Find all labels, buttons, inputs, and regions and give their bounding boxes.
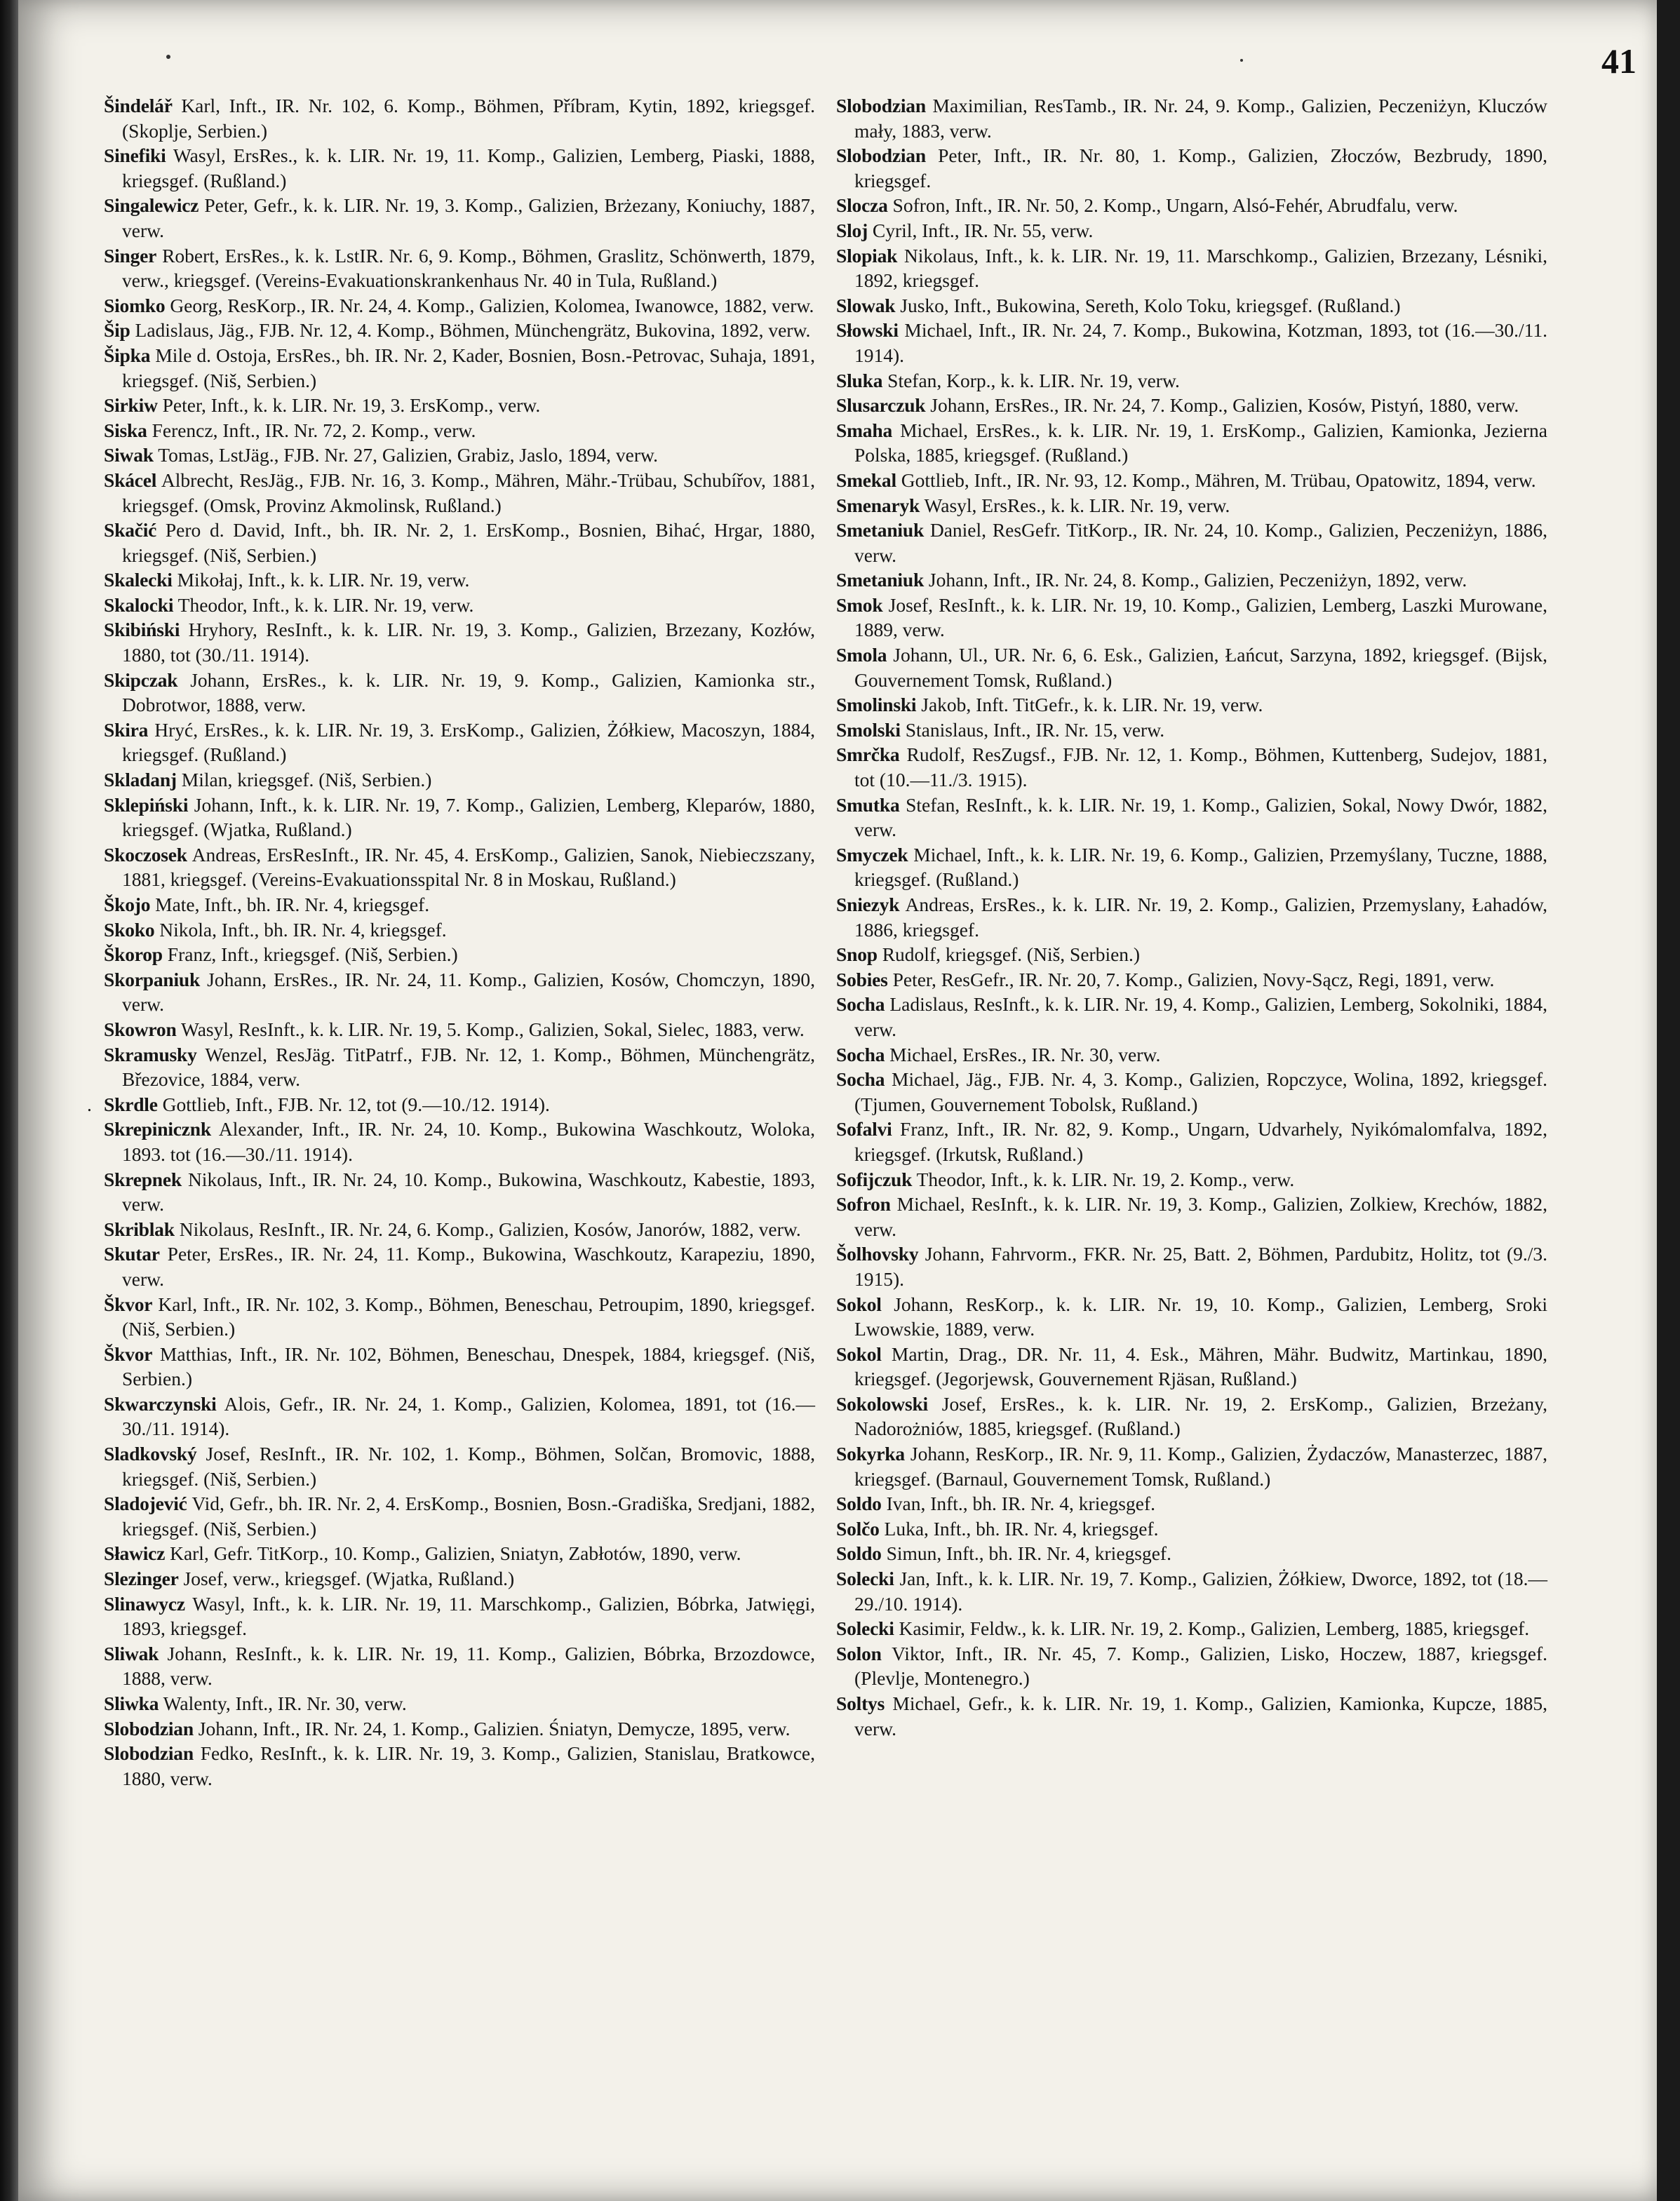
register-entry [104, 1541, 815, 1566]
register-entry [104, 892, 815, 917]
entry-details: Ladislaus, Jäg., FJB. Nr. 12, 4. Komp., Böhmen, Münchengrätz, Bukovina, 1892, verw. [130, 319, 811, 342]
register-entry [836, 1491, 1547, 1516]
entry-surname: Sliwka [104, 1692, 159, 1714]
register-entry [836, 318, 1547, 368]
entry-surname: Šip [104, 319, 130, 342]
entry-surname: Sniezyk [836, 894, 900, 915]
entry-details: Vid, Gefr., bh. IR. Nr. 2, 4. ErsKomp., Bosnien, Bosn.-Gradiška, Sredjani, 1882, kriegsgef. (Niš, Serbien.) [122, 1493, 815, 1540]
register-entry [104, 1691, 815, 1716]
register-entry [836, 642, 1547, 692]
entry-details: Stefan, ResInft., k. k. LIR. Nr. 19, 1. Komp., Galizien, Sokal, Nowy Dwór, 1882, verw. [854, 793, 1547, 841]
register-entry [104, 967, 815, 1017]
entry-details: Gottlieb, Inft., IR. Nr. 93, 12. Komp., Mähren, M. Trübau, Opatowitz, 1894, verw. [896, 469, 1536, 491]
entry-details: Josef, verw., kriegsgef. (Wjatka, Rußland.) [178, 1568, 515, 1590]
entry-details: Stefan, Korp., k. k. LIR. Nr. 19, verw. [882, 369, 1180, 391]
entry-details: Peter, Inft., IR. Nr. 80, 1. Komp., Galizien, Złoczów, Bezbrudy, 1890, kriegsgef. [854, 144, 1547, 191]
entry-surname: Snop [836, 943, 878, 966]
register-entry [836, 892, 1547, 942]
entry-details: Wasyl, ResInft., k. k. LIR. Nr. 19, 5. Komp., Galizien, Sokal, Sielec, 1883, verw. [176, 1018, 805, 1040]
entry-surname: Siska [104, 419, 147, 441]
entry-details: Michael, ErsRes., IR. Nr. 30, verw. [885, 1043, 1161, 1065]
entry-surname: Smolinski [836, 694, 917, 716]
register-entry [104, 1042, 815, 1092]
entry-surname: Skowron [104, 1018, 177, 1040]
entry-details: Ivan, Inft., bh. IR. Nr. 4, kriegsgef. [881, 1493, 1155, 1515]
entry-surname: Singalewicz [104, 194, 199, 217]
entry-details: Andreas, ErsResInft., IR. Nr. 45, 4. ErsKomp., Galizien, Sanok, Niebieczszany, 1881, kriegsgef. (Vereins-Evakuationsspital Nr. 8 in Moskau, Rußland.) [122, 843, 815, 891]
entry-surname: Škojo [104, 894, 151, 915]
entry-surname: Slowak [836, 294, 896, 316]
entry-surname: Sladojević [104, 1493, 187, 1515]
register-entry [104, 1342, 815, 1392]
entry-details: Theodor, Inft., k. k. LIR. Nr. 19, verw. [173, 593, 474, 616]
register-entry [836, 218, 1547, 243]
entry-details: Mikołaj, Inft., k. k. LIR. Nr. 19, verw. [172, 569, 470, 591]
entry-surname: Sokol [836, 1293, 882, 1315]
entry-surname: Škvor [104, 1342, 153, 1365]
register-entry [836, 992, 1547, 1042]
entry-surname: Siomko [104, 294, 166, 316]
entry-details: Viktor, Inft., IR. Nr. 45, 7. Komp., Galizien, Lisko, Hoczew, 1887, kriegsgef. (Plevlje, Montenegro.) [854, 1642, 1547, 1690]
entry-surname: Sokol [836, 1342, 882, 1365]
entry-details: Johann, ErsRes., IR. Nr. 24, 11. Komp., Galizien, Kosów, Chomczyn, 1890, verw. [122, 968, 815, 1016]
ink-speck [1240, 59, 1243, 62]
register-entry [836, 967, 1547, 992]
register-entry [104, 793, 815, 842]
entry-details: Peter, ErsRes., IR. Nr. 24, 11. Komp., Bukowina, Waschkoutz, Karapeziu, 1890, verw. [122, 1243, 815, 1290]
register-entry [104, 443, 815, 468]
entry-details: Ladislaus, ResInft., k. k. LIR. Nr. 19, 4. Komp., Galizien, Lemberg, Sokolniki, 1884, verw. [854, 993, 1547, 1040]
entry-details: Tomas, LstJäg., FJB. Nr. 27, Galizien, Grabiz, Jaslo, 1894, verw. [153, 444, 658, 466]
entry-surname: Slocza [836, 194, 888, 217]
register-entry [836, 418, 1547, 468]
entry-details: Sofron, Inft., IR. Nr. 50, 2. Komp., Ungarn, Alsó-Fehér, Abrudfalu, verw. [887, 194, 1458, 217]
right-column [836, 93, 1547, 1741]
entry-details: Luka, Inft., bh. IR. Nr. 4, kriegsgef. [879, 1517, 1159, 1540]
entry-surname: Sławicz [104, 1542, 166, 1565]
entry-surname: Šipka [104, 344, 151, 366]
entry-surname: Sofijczuk [836, 1168, 913, 1190]
register-entry [104, 1566, 815, 1591]
entry-details: Michael, Inft., IR. Nr. 24, 7. Komp., Bukowina, Kotzman, 1893, tot (16.—30./11. 1914). [854, 319, 1547, 366]
entry-surname: Skrdle [104, 1093, 158, 1115]
register-entry [104, 1292, 815, 1342]
entry-details: Michael, ResInft., k. k. LIR. Nr. 19, 3. Komp., Galizien, Zolkiew, Krechów, 1882, verw. [854, 1193, 1547, 1240]
entry-surname: Solecki [836, 1568, 894, 1590]
entry-details: Rudolf, ResZugsf., FJB. Nr. 12, 1. Komp., Böhmen, Kuttenberg, Sudejov, 1881, tot (10.—11./3. 1915). [854, 743, 1547, 791]
register-entry [836, 1516, 1547, 1542]
entry-details: Theodor, Inft., k. k. LIR. Nr. 19, 2. Komp., verw. [912, 1168, 1295, 1190]
entry-surname: Sokyrka [836, 1443, 905, 1465]
entry-details: Gottlieb, Inft., FJB. Nr. 12, tot (9.—10./12. 1914). [157, 1093, 550, 1115]
entry-surname: Šindelář [104, 95, 173, 116]
register-entry [104, 917, 815, 943]
register-entry [104, 293, 815, 318]
entry-surname: Skrepinicznk [104, 1118, 211, 1140]
register-entry [104, 343, 815, 393]
margin-mark: . [87, 1093, 92, 1115]
entry-details: Jusko, Inft., Bukowina, Sereth, Kolo Toku, kriegsgef. (Rußland.) [895, 294, 1401, 316]
register-entry [104, 1241, 815, 1291]
entry-details: Franz, Inft., kriegsgef. (Niš, Serbien.) [162, 943, 458, 966]
entry-surname: Sinefiki [104, 144, 166, 167]
entry-details: Johann, Inft., IR. Nr. 24, 1. Komp., Galizien. Śniatyn, Demycze, 1895, verw. [193, 1717, 791, 1739]
register-entry [836, 293, 1547, 318]
entry-surname: Škvor [104, 1293, 153, 1315]
register-entry [104, 1017, 815, 1042]
register-entry [836, 1192, 1547, 1241]
register-entry [104, 93, 815, 143]
register-entry [836, 692, 1547, 718]
entry-surname: Skácel [104, 469, 157, 491]
entry-surname: Solecki [836, 1617, 894, 1640]
register-entry [836, 93, 1547, 143]
entry-details: Jakob, Inft. TitGefr., k. k. LIR. Nr. 19, verw. [916, 694, 1263, 716]
entry-surname: Sklepiński [104, 793, 189, 816]
entry-details: Milan, kriegsgef. (Niš, Serbien.) [176, 769, 432, 791]
register-entry [836, 193, 1547, 218]
entry-details: Johann, ResKorp., k. k. LIR. Nr. 19, 10. Komp., Galizien, Lemberg, Sroki Lwowskie, 1889, verw. [854, 1293, 1547, 1340]
register-entry [836, 593, 1547, 642]
register-entry [104, 1392, 815, 1441]
register-entry [836, 1292, 1547, 1342]
entry-details: Ferencz, Inft., IR. Nr. 72, 2. Komp., verw. [147, 419, 476, 441]
entry-surname: Smola [836, 644, 887, 666]
entry-details: Michael, Inft., k. k. LIR. Nr. 19, 6. Komp., Galizien, Przemyślany, Tuczne, 1888, kriegsgef. (Rußland.) [854, 843, 1547, 891]
entry-details: Wenzel, ResJäg. TitPatrf., FJB. Nr. 12, 1. Komp., Böhmen, Münchengrätz, Březovice, 1884, verw. [122, 1043, 815, 1091]
entry-surname: Škorop [104, 943, 163, 966]
entry-details: Josef, ResInft., k. k. LIR. Nr. 19, 10. Komp., Galizien, Lemberg, Laszki Murowane, 1889, verw. [854, 593, 1547, 641]
entry-surname: Soldo [836, 1542, 882, 1565]
entry-surname: Sofalvi [836, 1118, 892, 1140]
entry-details: Johann, ErsRes., k. k. LIR. Nr. 19, 9. Komp., Galizien, Kamionka str., Dobrotwor, 1888, verw. [122, 668, 815, 716]
entry-surname: Smekal [836, 469, 896, 491]
entry-details: Karl, Gefr. TitKorp., 10. Komp., Galizien, Sniatyn, Zabłotów, 1890, verw. [165, 1542, 741, 1565]
register-entry [836, 368, 1547, 393]
entry-surname: Skutar [104, 1243, 160, 1265]
register-entry [836, 1241, 1547, 1291]
entry-surname: Skačić [104, 519, 157, 541]
register-entry [836, 1167, 1547, 1192]
entry-details: Peter, ResGefr., IR. Nr. 20, 7. Komp., Galizien, Novy-Sącz, Regi, 1891, verw. [887, 968, 1495, 990]
entry-details: Johann, ResKorp., IR. Nr. 9, 11. Komp., Galizien, Żydaczów, Manasterzec, 1887, kriegsgef. (Barnaul, Gouvernement Tomsk, Rußland.) [854, 1443, 1547, 1490]
entry-details: Nikola, Inft., bh. IR. Nr. 4, kriegsgef. [154, 918, 447, 941]
entry-surname: Soldo [836, 1493, 882, 1515]
entry-details: Fedko, ResInft., k. k. LIR. Nr. 19, 3. Komp., Galizien, Stanislau, Bratkowce, 1880, verw. [122, 1742, 815, 1789]
register-entry [836, 243, 1547, 293]
register-entry [104, 518, 815, 567]
entry-details: Albrecht, ResJäg., FJB. Nr. 16, 3. Komp., Mähren, Mähr.-Trübau, Schubířov, 1881, kriegsgef. (Omsk, Provinz Akmolinsk, Rußland.) [122, 469, 815, 516]
entry-details: Jan, Inft., k. k. LIR. Nr. 19, 7. Komp., Galizien, Żółkiew, Dworce, 1892, tot (18.—29./10. 1914). [854, 1568, 1547, 1615]
register-entry [104, 593, 815, 618]
entry-details: Mate, Inft., bh. IR. Nr. 4, kriegsgef. [150, 894, 430, 915]
entry-details: Wasyl, ErsRes., k. k. LIR. Nr. 19, verw. [920, 494, 1230, 516]
entry-surname: Sloj [836, 219, 868, 241]
entry-details: Johann, ResInft., k. k. LIR. Nr. 19, 11. Komp., Galizien, Bóbrka, Brzozdowce, 1888, verw. [122, 1642, 815, 1690]
register-entry [104, 718, 815, 767]
register-entry [836, 567, 1547, 593]
entry-details: Hryhory, ResInft., k. k. LIR. Nr. 19, 3. Komp., Galizien, Brzezany, Kozłów, 1880, tot (30./11. 1914). [122, 619, 815, 666]
entry-details: Robert, ErsRes., k. k. LstIR. Nr. 6, 9. Komp., Böhmen, Graslitz, Schönwerth, 1879, verw., kriegsgef. (Vereins-Evakuationskrankenhaus Nr. 40 in Tula, Rußland.) [122, 244, 815, 292]
entry-details: Stanislaus, Inft., IR. Nr. 15, verw. [900, 718, 1165, 741]
entry-surname: Smaha [836, 419, 892, 441]
register-entry [836, 493, 1547, 518]
entry-surname: Skriblak [104, 1218, 175, 1240]
entry-surname: Socha [836, 1043, 885, 1065]
entry-surname: Smolski [836, 718, 901, 741]
register-entry [104, 1716, 815, 1742]
register-entry [836, 1691, 1547, 1741]
entry-surname: Słowski [836, 319, 899, 342]
entry-surname: Sirkiw [104, 394, 158, 417]
register-entry [836, 718, 1547, 743]
entry-surname: Sokolowski [836, 1392, 928, 1415]
entry-surname: Slobodzian [836, 144, 926, 167]
entry-details: Peter, Inft., k. k. LIR. Nr. 19, 3. ErsKomp., verw. [157, 394, 541, 417]
entry-details: Wasyl, ErsRes., k. k. LIR. Nr. 19, 11. Komp., Galizien, Lemberg, Piaski, 1888, kriegsgef. (Rußland.) [122, 144, 815, 191]
entry-details: Matthias, Inft., IR. Nr. 102, Böhmen, Beneschau, Dnespek, 1884, kriegsgef. (Niš, Serbien.) [122, 1342, 815, 1390]
register-entry [836, 742, 1547, 792]
register-entry [836, 842, 1547, 892]
entry-surname: Skramusky [104, 1043, 197, 1065]
register-entry [104, 1167, 815, 1217]
entry-surname: Smrčka [836, 743, 900, 766]
entry-details: Michael, Jäg., FJB. Nr. 4, 3. Komp., Galizien, Ropczyce, Wolina, 1892, kriegsgef. (Tjumen, Gouvernement Tobolsk, Rußland.) [854, 1068, 1547, 1115]
register-entry [836, 1042, 1547, 1068]
entry-details: Josef, ResInft., IR. Nr. 102, 1. Komp., Böhmen, Solčan, Bromovic, 1888, kriegsgef. (Niš, Serbien.) [122, 1443, 815, 1490]
register-entry [104, 243, 815, 293]
register-entry [836, 143, 1547, 193]
entry-details: Andreas, ErsRes., k. k. LIR. Nr. 19, 2. Komp., Galizien, Przemyslany, Łahadów, 1886, kriegsgef. [854, 894, 1547, 941]
entry-details: Simun, Inft., bh. IR. Nr. 4, kriegsgef. [881, 1542, 1171, 1565]
entry-surname: Skalocki [104, 593, 174, 616]
register-entry [836, 468, 1547, 493]
entry-surname: Singer [104, 244, 157, 267]
entry-surname: Slusarczuk [836, 394, 926, 417]
entry-surname: Sluka [836, 369, 883, 391]
register-entry [836, 1067, 1547, 1117]
entry-surname: Skira [104, 718, 149, 741]
entry-surname: Slopiak [836, 244, 898, 267]
register-entry [104, 1591, 815, 1641]
entry-details: Rudolf, kriegsgef. (Niš, Serbien.) [877, 943, 1141, 966]
entry-details: Martin, Drag., DR. Nr. 11, 4. Esk., Mähren, Mähr. Budwitz, Martinkau, 1890, kriegsgef. (Jegorjewsk, Gouvernement Rjäsan, Rußland.) [854, 1342, 1547, 1390]
entry-surname: Slobodzian [104, 1717, 194, 1739]
book-spine-shadow [0, 0, 18, 2201]
entry-details: Peter, Gefr., k. k. LIR. Nr. 19, 3. Komp., Galizien, Brżezany, Koniuchy, 1887, verw. [122, 194, 815, 241]
entry-details: Cyril, Inft., IR. Nr. 55, verw. [868, 219, 1094, 241]
entry-details: Johann, ErsRes., IR. Nr. 24, 7. Komp., Galizien, Kosów, Pistyń, 1880, verw. [925, 394, 1519, 417]
register-entry [836, 518, 1547, 567]
register-entry [836, 1117, 1547, 1166]
register-entry [104, 842, 815, 892]
entry-surname: Skwarczynski [104, 1392, 217, 1415]
entry-details: Karl, Inft., IR. Nr. 102, 3. Komp., Böhmen, Beneschau, Petroupim, 1890, kriegsgef. (Niš, Serbien.) [122, 1293, 815, 1340]
entry-surname: Sladkovský [104, 1443, 197, 1465]
entry-surname: Skrepnek [104, 1168, 182, 1190]
register-entry [104, 318, 815, 343]
entry-details: Michael, Gefr., k. k. LIR. Nr. 19, 1. Komp., Galizien, Kamionka, Kupcze, 1885, verw. [854, 1692, 1547, 1739]
register-entry [836, 1541, 1547, 1566]
register-entry [836, 393, 1547, 418]
left-column [87, 93, 815, 1791]
entry-details: Nikolaus, Inft., IR. Nr. 24, 10. Komp., Bukowina, Waschkoutz, Kabestie, 1893, verw. [122, 1168, 815, 1216]
entry-details: Josef, ErsRes., k. k. LIR. Nr. 19, 2. ErsKomp., Galizien, Brzeżany, Nadorożniów, 1885, kriegsgef. (Rußland.) [854, 1392, 1547, 1440]
entry-details: Alexander, Inft., IR. Nr. 24, 10. Komp., Bukowina Waschkoutz, Woloka, 1893. tot (16.—30./11. 1914). [122, 1118, 815, 1165]
register-entry [836, 1566, 1547, 1616]
entry-details: Johann, Inft., IR. Nr. 24, 8. Komp., Galizien, Peczeniżyn, 1892, verw. [924, 569, 1467, 591]
register-entry [104, 193, 815, 243]
entry-surname: Sliwak [104, 1642, 159, 1664]
entry-surname: Socha [836, 1068, 885, 1091]
entry-surname: Šolhovsky [836, 1243, 919, 1265]
page-number: 41 [1601, 41, 1637, 81]
register-entry [836, 1342, 1547, 1392]
register-entry [104, 418, 815, 443]
entry-surname: Socha [836, 993, 885, 1016]
register-entry [104, 1641, 815, 1691]
register-entry [104, 942, 815, 967]
register-entry [104, 617, 815, 667]
entry-surname: Sofron [836, 1193, 891, 1216]
entry-surname: Solčo [836, 1517, 880, 1540]
register-entry [87, 1092, 815, 1117]
register-entry [836, 1441, 1547, 1491]
entry-surname: Slinawycz [104, 1592, 185, 1615]
register-entry [104, 767, 815, 793]
entry-surname: Solon [836, 1642, 882, 1664]
entry-surname: Skalecki [104, 569, 173, 591]
entry-surname: Skipczak [104, 668, 178, 691]
register-entry [104, 1741, 815, 1791]
entry-surname: Slobodzian [104, 1742, 194, 1765]
entry-surname: Skibiński [104, 619, 180, 641]
entry-details: Johann, Inft., k. k. LIR. Nr. 19, 7. Komp., Galizien, Lemberg, Kleparów, 1880, kriegsgef. (Wjatka, Rußland.) [122, 793, 815, 841]
entry-details: Nikolaus, ResInft., IR. Nr. 24, 6. Komp., Galizien, Kosów, Janorów, 1882, verw. [174, 1218, 801, 1240]
register-entry [836, 793, 1547, 842]
entry-surname: Skoko [104, 918, 155, 941]
entry-surname: Skoczosek [104, 843, 187, 866]
register-entry [104, 1441, 815, 1491]
entry-details: Mile d. Ostoja, ErsRes., bh. IR. Nr. 2, Kader, Bosnien, Bosn.-Petrovac, Suhaja, 1891, kriegsgef. (Niš, Serbien.) [122, 344, 815, 391]
entry-details: Johann, Ul., UR. Nr. 6, 6. Esk., Galizien, Łańcut, Sarzyna, 1892, kriegsgef. (Bijsk, Gouvernement Tomsk, Rußland.) [854, 644, 1547, 691]
register-entry [104, 468, 815, 518]
entry-surname: Smetaniuk [836, 569, 925, 591]
entry-details: Nikolaus, Inft., k. k. LIR. Nr. 19, 11. Marschkomp., Galizien, Brzezany, Lésniki, 1892, kriegsgef. [854, 244, 1547, 292]
entry-details: Alois, Gefr., IR. Nr. 24, 1. Komp., Galizien, Kolomea, 1891, tot (16.—30./11. 1914). [122, 1392, 815, 1440]
register-entry [104, 1491, 815, 1541]
register-entry [104, 143, 815, 193]
entry-details: Kasimir, Feldw., k. k. LIR. Nr. 19, 2. Komp., Galizien, Lemberg, 1885, kriegsgef. [894, 1617, 1530, 1640]
entry-surname: Smutka [836, 793, 900, 816]
register-entry [104, 668, 815, 718]
entry-surname: Smetaniuk [836, 519, 925, 541]
entry-details: Georg, ResKorp., IR. Nr. 24, 4. Komp., Galizien, Kolomea, Iwanowce, 1882, verw. [165, 294, 814, 316]
entry-surname: Skladanj [104, 769, 177, 791]
ink-speck [166, 55, 170, 59]
entry-details: Daniel, ResGefr. TitKorp., IR. Nr. 24, 10. Komp., Galizien, Peczeniżyn, 1886, verw. [854, 519, 1547, 566]
register-entry [104, 393, 815, 418]
register-entry [836, 1616, 1547, 1641]
entry-details: Michael, ErsRes., k. k. LIR. Nr. 19, 1. ErsKomp., Galizien, Kamionka, Jezierna Polska, 1885, kriegsgef. (Rußland.) [854, 419, 1547, 466]
register-entry [104, 1117, 815, 1166]
entry-surname: Soltys [836, 1692, 885, 1714]
register-entry [104, 1217, 815, 1242]
entry-surname: Sobies [836, 968, 888, 990]
entry-details: Pero d. David, Inft., bh. IR. Nr. 2, 1. ErsKomp., Bosnien, Bihać, Hrgar, 1880, kriegsgef. (Niš, Serbien.) [122, 519, 815, 566]
register-entry [836, 1641, 1547, 1691]
entry-details: Hryć, ErsRes., k. k. LIR. Nr. 19, 3. ErsKomp., Galizien, Żółkiew, Macoszyn, 1884, kriegsgef. (Rußland.) [122, 718, 815, 766]
entry-details: Karl, Inft., IR. Nr. 102, 6. Komp., Böhmen, Příbram, Kytin, 1892, kriegsgef. (Skoplje, Serbien.) [122, 95, 815, 142]
entry-surname: Smyczek [836, 843, 908, 866]
scan-border [1657, 0, 1680, 2201]
entry-surname: Smenaryk [836, 494, 920, 516]
entry-details: Walenty, Inft., IR. Nr. 30, verw. [159, 1692, 407, 1714]
register-entry [104, 567, 815, 593]
entry-surname: Siwak [104, 444, 154, 466]
register-entry [836, 942, 1547, 967]
entry-surname: Smok [836, 593, 883, 616]
register-entry [836, 1392, 1547, 1441]
entry-surname: Slezinger [104, 1568, 179, 1590]
entry-details: Maximilian, ResTamb., IR. Nr. 24, 9. Komp., Galizien, Peczeniżyn, Kluczów mały, 1883, verw. [854, 95, 1547, 142]
entry-surname: Skorpaniuk [104, 968, 201, 990]
entry-surname: Slobodzian [836, 95, 926, 116]
entry-details: Johann, Fahrvorm., FKR. Nr. 25, Batt. 2, Böhmen, Pardubitz, Holitz, tot (9./3. 1915). [854, 1243, 1547, 1290]
entry-details: Franz, Inft., IR. Nr. 82, 9. Komp., Ungarn, Udvarhely, Nyikómalomfalva, 1892, kriegsgef. (Irkutsk, Rußland.) [854, 1118, 1547, 1165]
entry-details: Wasyl, Inft., k. k. LIR. Nr. 19, 11. Marschkomp., Galizien, Bóbrka, Jatwięgi, 1893, kriegsgef. [122, 1592, 815, 1640]
